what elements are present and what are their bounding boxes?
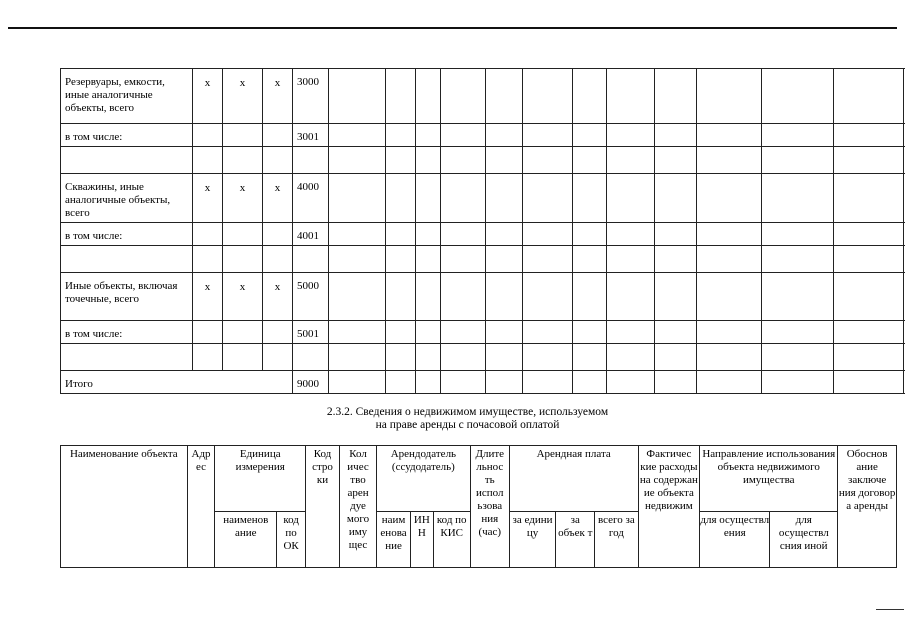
row-cell-c3	[263, 344, 293, 371]
empty-cell	[834, 124, 904, 147]
empty-cell	[607, 273, 655, 321]
empty-cell	[523, 321, 573, 344]
empty-cell	[762, 273, 834, 321]
row-code	[293, 344, 329, 371]
header-lessor: Арендодатель (ссудодатель)	[377, 446, 471, 512]
row-name	[61, 344, 193, 371]
empty-cell	[834, 344, 904, 371]
row-cell-c3	[263, 321, 293, 344]
section-caption-line2: на праве аренды с почасовой оплатой	[375, 419, 560, 431]
empty-cell	[573, 371, 607, 394]
empty-cell	[386, 273, 416, 321]
empty-cell	[329, 371, 386, 394]
empty-cell	[697, 246, 762, 273]
empty-cell	[441, 223, 486, 246]
header-justification: Обоснов ание заключе ния договор а аренды	[838, 446, 897, 568]
row-cell-c1: х	[193, 273, 223, 321]
row-cell-c3	[263, 124, 293, 147]
header-lessor-name: наим енова ние	[377, 512, 411, 568]
empty-cell	[607, 223, 655, 246]
empty-cell	[486, 174, 523, 223]
empty-cell	[573, 147, 607, 174]
empty-cell	[486, 124, 523, 147]
empty-cell	[441, 147, 486, 174]
row-cell-c3: х	[263, 273, 293, 321]
header-dir-other: для осуществл сния иной	[770, 512, 838, 568]
empty-cell	[416, 124, 441, 147]
empty-cell	[329, 174, 386, 223]
empty-cell	[607, 147, 655, 174]
empty-cell	[329, 246, 386, 273]
empty-cell	[486, 223, 523, 246]
header-line-code: Код стро ки	[306, 446, 340, 568]
header-actual-costs: Фактичес кие расходы на содержан ие объекта недвижим	[638, 446, 700, 568]
empty-cell	[607, 69, 655, 124]
header-lessor-inn: ИН Н	[411, 512, 434, 568]
empty-cell	[762, 223, 834, 246]
header-unit-okei: код по ОК	[277, 512, 306, 568]
property-table-continued	[60, 68, 905, 394]
empty-cell	[523, 69, 573, 124]
total-row	[61, 371, 905, 394]
empty-cell	[573, 273, 607, 321]
empty-cell	[416, 223, 441, 246]
hourly-rent-property-table	[60, 445, 897, 568]
empty-cell	[762, 371, 834, 394]
row-cell-c2: х	[223, 174, 263, 223]
empty-cell	[655, 321, 697, 344]
empty-cell	[486, 371, 523, 394]
empty-cell	[655, 246, 697, 273]
empty-cell	[441, 273, 486, 321]
row-cell-c2: х	[223, 273, 263, 321]
empty-cell	[607, 344, 655, 371]
empty-cell	[697, 344, 762, 371]
row-cell-c3	[263, 223, 293, 246]
empty-cell	[573, 321, 607, 344]
empty-cell	[573, 246, 607, 273]
empty-cell	[573, 124, 607, 147]
table-row	[61, 273, 905, 321]
empty-cell	[329, 223, 386, 246]
empty-cell	[441, 246, 486, 273]
table-row	[61, 321, 905, 344]
row-name: Иные объекты, включая точечные, всего	[61, 273, 193, 321]
empty-cell	[607, 124, 655, 147]
empty-cell	[523, 124, 573, 147]
empty-cell	[386, 124, 416, 147]
empty-cell	[329, 321, 386, 344]
empty-cell	[762, 321, 834, 344]
row-cell-c1	[193, 321, 223, 344]
row-code: 4000	[293, 174, 329, 223]
empty-cell	[655, 69, 697, 124]
row-code: 3000	[293, 69, 329, 124]
row-name	[61, 246, 193, 273]
row-cell-c2	[223, 246, 263, 273]
empty-cell	[697, 371, 762, 394]
empty-cell	[441, 69, 486, 124]
empty-cell	[697, 147, 762, 174]
row-cell-c1: х	[193, 174, 223, 223]
header-duration: Длите льнос ть испол ьзова ния (час)	[470, 446, 509, 568]
empty-cell	[655, 174, 697, 223]
row-name: в том числе:	[61, 124, 193, 147]
empty-cell	[486, 246, 523, 273]
empty-cell	[762, 124, 834, 147]
empty-cell	[386, 321, 416, 344]
empty-cell	[762, 174, 834, 223]
empty-cell	[523, 371, 573, 394]
empty-cell	[486, 321, 523, 344]
empty-cell	[486, 69, 523, 124]
empty-cell	[523, 246, 573, 273]
empty-cell	[416, 147, 441, 174]
top-rule	[8, 27, 897, 29]
empty-cell	[441, 124, 486, 147]
empty-cell	[573, 174, 607, 223]
header-rent-object: за объек т	[556, 512, 595, 568]
row-code	[293, 147, 329, 174]
empty-cell	[655, 371, 697, 394]
table-row	[61, 223, 905, 246]
empty-cell	[523, 174, 573, 223]
empty-cell	[573, 223, 607, 246]
empty-cell	[523, 223, 573, 246]
row-cell-c3: х	[263, 174, 293, 223]
empty-cell	[762, 246, 834, 273]
table-row	[61, 246, 905, 273]
header-unit: Единица измерения	[215, 446, 306, 512]
header-rent: Арендная плата	[509, 446, 638, 512]
empty-cell	[655, 147, 697, 174]
empty-cell	[416, 321, 441, 344]
empty-cell	[834, 147, 904, 174]
empty-cell	[386, 223, 416, 246]
row-cell-c1	[193, 344, 223, 371]
empty-cell	[416, 174, 441, 223]
empty-cell	[834, 321, 904, 344]
row-code: 5001	[293, 321, 329, 344]
empty-cell	[329, 344, 386, 371]
empty-cell	[655, 273, 697, 321]
empty-cell	[573, 69, 607, 124]
empty-cell	[386, 246, 416, 273]
empty-cell	[329, 147, 386, 174]
section-caption	[200, 406, 735, 432]
row-code: 4001	[293, 223, 329, 246]
empty-cell	[607, 371, 655, 394]
empty-cell	[523, 147, 573, 174]
header-quantity: Кол ичес тво арен дуе мого иму щес	[339, 446, 376, 568]
empty-cell	[441, 174, 486, 223]
empty-cell	[834, 174, 904, 223]
empty-cell	[697, 124, 762, 147]
row-cell-c1	[193, 124, 223, 147]
empty-cell	[762, 69, 834, 124]
table-row	[61, 147, 905, 174]
empty-cell	[416, 273, 441, 321]
header-rent-year: всего за год	[595, 512, 638, 568]
header-unit-name: наименов ание	[215, 512, 277, 568]
empty-cell	[697, 321, 762, 344]
empty-cell	[486, 147, 523, 174]
total-label: Итого	[61, 371, 293, 394]
empty-cell	[607, 321, 655, 344]
empty-cell	[441, 321, 486, 344]
empty-cell	[386, 371, 416, 394]
row-name: в том числе:	[61, 321, 193, 344]
empty-cell	[416, 344, 441, 371]
empty-cell	[441, 371, 486, 394]
table-row	[61, 124, 905, 147]
empty-cell	[386, 147, 416, 174]
row-code	[293, 246, 329, 273]
empty-cell	[416, 246, 441, 273]
row-cell-c1	[193, 246, 223, 273]
total-code: 9000	[293, 371, 329, 394]
row-name: Резервуары, емкости, иные аналогичные объекты, всего	[61, 69, 193, 124]
empty-cell	[607, 174, 655, 223]
empty-cell	[834, 223, 904, 246]
empty-cell	[573, 344, 607, 371]
row-name: в том числе:	[61, 223, 193, 246]
table-row	[61, 69, 905, 124]
row-cell-c3	[263, 147, 293, 174]
empty-cell	[416, 371, 441, 394]
empty-cell	[386, 174, 416, 223]
row-cell-c1	[193, 147, 223, 174]
row-cell-c1	[193, 223, 223, 246]
row-cell-c2	[223, 321, 263, 344]
empty-cell	[523, 273, 573, 321]
empty-cell	[329, 273, 386, 321]
empty-cell	[834, 273, 904, 321]
row-code: 3001	[293, 124, 329, 147]
empty-cell	[607, 246, 655, 273]
row-cell-c2	[223, 344, 263, 371]
row-name: Скважины, иные аналогичные объекты, всего	[61, 174, 193, 223]
row-cell-c2: х	[223, 69, 263, 124]
page-edge-mark	[876, 609, 904, 610]
row-name	[61, 147, 193, 174]
empty-cell	[834, 371, 904, 394]
empty-cell	[697, 174, 762, 223]
row-cell-c2	[223, 223, 263, 246]
empty-cell	[697, 69, 762, 124]
header-direction: Направление использования объекта недвижимого имущества	[700, 446, 838, 512]
empty-cell	[416, 69, 441, 124]
table-row	[61, 344, 905, 371]
empty-cell	[697, 273, 762, 321]
empty-cell	[486, 344, 523, 371]
empty-cell	[441, 344, 486, 371]
header-rent-unit: за едини цу	[509, 512, 555, 568]
empty-cell	[655, 124, 697, 147]
empty-cell	[329, 69, 386, 124]
table-row	[61, 174, 905, 223]
empty-cell	[655, 344, 697, 371]
row-cell-c3	[263, 246, 293, 273]
header-address: Адр ес	[187, 446, 215, 568]
row-cell-c2	[223, 124, 263, 147]
section-caption-line1: 2.3.2. Сведения о недвижимом имуществе, используемом	[326, 406, 609, 418]
row-cell-c1: х	[193, 69, 223, 124]
header-dir-own: для осуществл ения	[700, 512, 770, 568]
header-object-name: Наименование объекта	[61, 446, 188, 568]
empty-cell	[762, 147, 834, 174]
empty-cell	[762, 344, 834, 371]
empty-cell	[697, 223, 762, 246]
empty-cell	[834, 69, 904, 124]
empty-cell	[655, 223, 697, 246]
empty-cell	[486, 273, 523, 321]
empty-cell	[329, 124, 386, 147]
empty-cell	[386, 344, 416, 371]
empty-cell	[834, 246, 904, 273]
header-lessor-okpo: код по КИС	[433, 512, 470, 568]
empty-cell	[386, 69, 416, 124]
row-code: 5000	[293, 273, 329, 321]
row-cell-c3: х	[263, 69, 293, 124]
empty-cell	[523, 344, 573, 371]
row-cell-c2	[223, 147, 263, 174]
